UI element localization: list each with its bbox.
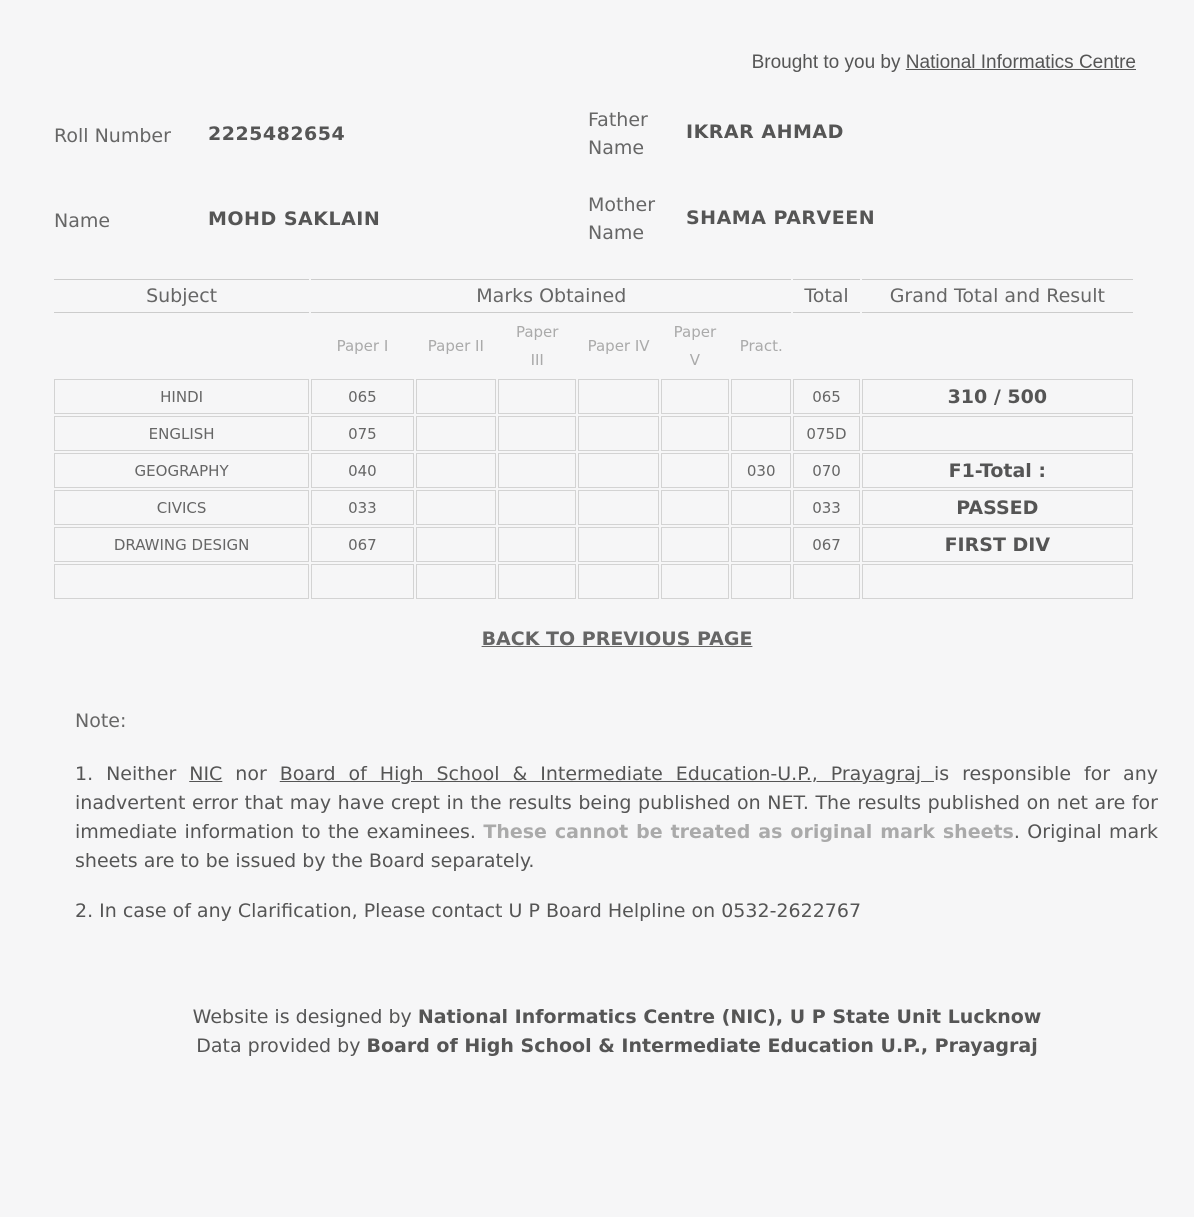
paper-1-header: Paper I [336, 337, 389, 355]
table-subheader-row [54, 315, 1133, 377]
paper-3-cell [498, 527, 576, 562]
paper-4-cell [578, 490, 658, 525]
subject-cell: CIVICS [54, 490, 309, 525]
roll-number-value: 2225482654 [208, 123, 346, 145]
paper-4-cell [578, 379, 658, 414]
mother-label-line1: Mother [588, 194, 656, 216]
father-label-line2: Name [588, 137, 645, 159]
paper-1-cell: 067 [311, 527, 413, 562]
paper-2-cell [416, 379, 496, 414]
paper-3-cell [498, 564, 576, 599]
note-1 [75, 760, 1158, 876]
subject-cell: GEOGRAPHY [54, 453, 309, 488]
paper-3-cell [498, 490, 576, 525]
grand-total-cell: PASSED [862, 490, 1133, 525]
note-1-text: nor [222, 763, 280, 785]
practical-cell [731, 379, 791, 414]
note-1-text: 1. Neither [75, 763, 190, 785]
table-header-row [54, 279, 1133, 313]
mother-name-label [588, 191, 655, 247]
paper-4-cell [578, 416, 658, 451]
table-row [54, 453, 1133, 488]
roll-number-label: Roll Number [54, 125, 171, 147]
paper-5-cell [661, 527, 729, 562]
credit-prefix: Brought to you by [751, 52, 901, 73]
marks-table [52, 277, 1135, 601]
grand-total-header: Grand Total and Result [862, 279, 1133, 313]
paper-1-cell [311, 564, 413, 599]
footer-board-name: Board of High School & Intermediate Education U.P., Prayagraj [366, 1035, 1038, 1057]
board-link[interactable]: Board of High School & Intermediate Education-U.P., Prayagraj [279, 763, 934, 785]
name-label: Name [54, 210, 111, 232]
subject-cell: DRAWING DESIGN [54, 527, 309, 562]
paper-2-cell [416, 490, 496, 525]
total-cell: 067 [793, 527, 859, 562]
back-to-previous-page-link[interactable]: BACK TO PREVIOUS PAGE [481, 628, 753, 650]
practical-header: Pract. [739, 337, 783, 355]
paper-3-header: Paper III [515, 323, 559, 369]
table-row [54, 490, 1133, 525]
paper-2-cell [416, 564, 496, 599]
paper-4-header: Paper IV [587, 337, 650, 355]
total-header: Total [793, 279, 859, 313]
subject-cell [54, 564, 309, 599]
note-1-text: . Original mark sheets are to be issued by the Board separately. [75, 821, 1159, 872]
subject-cell: HINDI [54, 379, 309, 414]
footer-designed-by: Website is designed by [192, 1006, 418, 1028]
table-row [54, 416, 1133, 451]
paper-3-cell [498, 453, 576, 488]
paper-2-cell [416, 453, 496, 488]
paper-5-header: Paper V [673, 323, 717, 369]
footer-data-by: Data provided by [196, 1035, 367, 1057]
paper-4-cell [578, 564, 658, 599]
paper-5-cell [661, 453, 729, 488]
paper-3-cell [498, 379, 576, 414]
paper-2-cell [416, 416, 496, 451]
paper-2-cell [416, 527, 496, 562]
footer-nic-name: National Informatics Centre (NIC), U P State Unit Lucknow [417, 1006, 1042, 1028]
grand-total-cell [862, 416, 1133, 451]
practical-cell [731, 527, 791, 562]
father-name-label [588, 106, 648, 162]
paper-1-cell: 040 [311, 453, 413, 488]
mother-label-line2: Name [588, 222, 645, 244]
practical-cell: 030 [731, 453, 791, 488]
paper-1-cell: 075 [311, 416, 413, 451]
paper-4-cell [578, 453, 658, 488]
nic-link[interactable]: National Informatics Centre [905, 52, 1136, 73]
note-2: 2. In case of any Clarification, Please contact U P Board Helpline on 0532-2622767 [75, 900, 862, 922]
paper-2-header: Paper II [427, 337, 484, 355]
table-row [54, 527, 1133, 562]
paper-5-cell [661, 564, 729, 599]
paper-5-cell [661, 416, 729, 451]
total-cell: 065 [793, 379, 859, 414]
paper-4-cell [578, 527, 658, 562]
mother-name-value: SHAMA PARVEEN [686, 207, 876, 229]
practical-cell [731, 490, 791, 525]
note-1-faded-text: These cannot be treated as original mark sheets [483, 821, 1014, 843]
practical-cell [731, 564, 791, 599]
subject-cell: ENGLISH [54, 416, 309, 451]
footer-line-1 [0, 1003, 1194, 1032]
total-cell: 070 [793, 453, 859, 488]
paper-5-cell [661, 379, 729, 414]
grand-total-cell: 310 / 500 [862, 379, 1133, 414]
paper-1-cell: 033 [311, 490, 413, 525]
credit-line [752, 52, 1136, 74]
total-cell [793, 564, 859, 599]
table-row [54, 379, 1133, 414]
total-cell: 033 [793, 490, 859, 525]
paper-3-cell [498, 416, 576, 451]
footer-line-2 [0, 1032, 1194, 1061]
paper-5-cell [661, 490, 729, 525]
total-cell: 075D [793, 416, 859, 451]
nic-note-link[interactable]: NIC [189, 763, 223, 785]
father-name-value: IKRAR AHMAD [686, 121, 844, 143]
table-row [54, 564, 1133, 599]
grand-total-cell: F1-Total : [862, 453, 1133, 488]
paper-1-cell: 065 [311, 379, 413, 414]
practical-cell [731, 416, 791, 451]
grand-total-cell [862, 564, 1133, 599]
note-title: Note: [75, 710, 127, 732]
note-1-text: is responsible for any inadvertent error that may have crept in the results being published on NET. The results published on net are for immediate information to the examinees. [75, 763, 1158, 843]
grand-total-cell: FIRST DIV [862, 527, 1133, 562]
subject-header: Subject [54, 279, 309, 313]
name-value: MOHD SAKLAIN [208, 208, 381, 230]
father-label-line1: Father [588, 109, 648, 131]
marks-obtained-header: Marks Obtained [311, 279, 791, 313]
